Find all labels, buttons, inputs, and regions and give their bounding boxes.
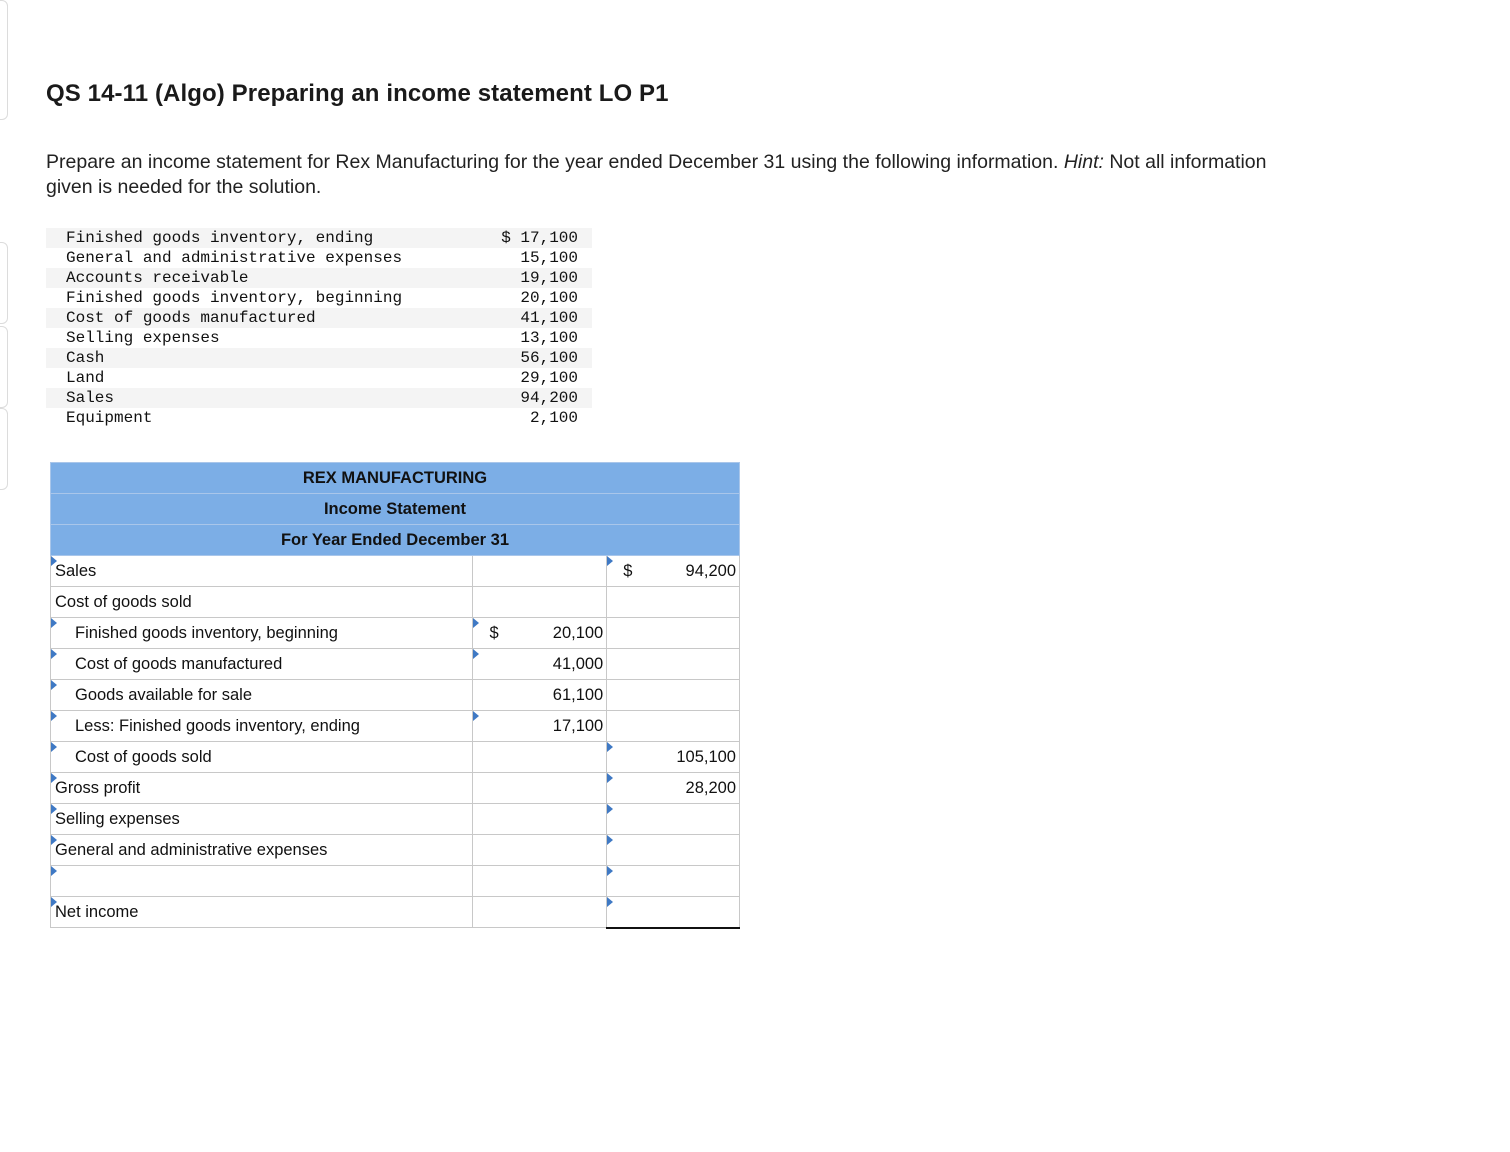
fg-end-amount-input[interactable] [473, 711, 607, 742]
given-value: 15,100 [520, 249, 578, 267]
selling-amount-input[interactable] [607, 804, 740, 835]
cogm-label-cell[interactable] [51, 649, 473, 680]
dropdown-marker-icon [51, 742, 57, 752]
net-income-label-cell[interactable] [51, 897, 473, 928]
given-value: 13,100 [520, 329, 578, 347]
empty-cell [473, 835, 607, 866]
given-value: 56,100 [464, 348, 592, 368]
table-row [51, 649, 740, 680]
dropdown-marker-icon [51, 804, 57, 814]
blank-amount-input[interactable] [607, 866, 740, 897]
empty-cell [473, 897, 607, 928]
dropdown-marker-icon [51, 618, 57, 628]
empty-cell [607, 618, 740, 649]
given-row [46, 288, 592, 308]
dropdown-marker-icon [51, 711, 57, 721]
amount-value: 17,100 [552, 716, 604, 735]
row-label: Less: Finished goods inventory, ending [75, 716, 360, 735]
statement-period: For Year Ended December 31 [51, 525, 740, 556]
given-label: Equipment [66, 409, 153, 427]
empty-cell [607, 680, 740, 711]
statement-header-row [51, 525, 740, 556]
sales-label-cell[interactable] [51, 556, 473, 587]
cogs-amount-cell[interactable] [607, 742, 740, 773]
fg-begin-label-cell[interactable] [51, 618, 473, 649]
table-row [51, 556, 740, 587]
statement-name: Income Statement [51, 494, 740, 525]
row-label: Gross profit [55, 778, 141, 797]
empty-cell [607, 649, 740, 680]
dropdown-marker-icon [51, 680, 57, 690]
table-row [51, 587, 740, 618]
gen-admin-amount-input[interactable] [607, 835, 740, 866]
empty-cell [473, 587, 607, 618]
cogm-amount-input[interactable] [473, 649, 607, 680]
given-value: 20,100 [520, 289, 578, 307]
instructions-main: Prepare an income statement for Rex Manufacturing for the year ended December 31 using the following information. [46, 151, 1059, 173]
dropdown-marker-icon [51, 556, 57, 566]
table-row [51, 680, 740, 711]
left-edge-tab-1 [0, 0, 8, 120]
gen-admin-label-cell[interactable] [51, 835, 473, 866]
given-row [46, 328, 592, 348]
given-row [46, 308, 592, 328]
given-row [46, 348, 592, 368]
statement-company: REX MANUFACTURING [51, 463, 740, 494]
dropdown-marker-icon [51, 897, 57, 907]
dropdown-marker-icon [607, 556, 613, 566]
dropdown-marker-icon [51, 773, 57, 783]
amount-value: 20,100 [552, 623, 604, 642]
currency-symbol: $ [489, 623, 499, 642]
dropdown-marker-icon [51, 866, 57, 876]
given-label: Cost of goods manufactured [46, 308, 464, 328]
amount-value: 105,100 [676, 747, 736, 766]
given-value: 94,200 [464, 388, 592, 408]
dropdown-marker-icon [473, 649, 479, 659]
empty-cell [473, 773, 607, 804]
dropdown-marker-icon [607, 742, 613, 752]
given-label: Sales [46, 388, 464, 408]
amount-value: 28,200 [685, 778, 736, 797]
goods-avail-amount-cell [473, 680, 607, 711]
row-label: Cost of goods sold [75, 747, 212, 766]
dropdown-marker-icon [607, 773, 613, 783]
left-edge-tab-2 [0, 242, 8, 324]
empty-cell [473, 866, 607, 897]
empty-cell [473, 804, 607, 835]
given-label: Finished goods inventory, ending [46, 228, 464, 248]
given-row [46, 368, 592, 388]
given-label: Cash [46, 348, 464, 368]
gross-profit-label-cell[interactable] [51, 773, 473, 804]
selling-label-cell[interactable] [51, 804, 473, 835]
goods-avail-label-cell[interactable] [51, 680, 473, 711]
given-label: Selling expenses [66, 329, 220, 347]
empty-cell [473, 556, 607, 587]
left-edge-tab-4 [0, 408, 8, 490]
dropdown-marker-icon [473, 618, 479, 628]
row-label: Sales [55, 561, 97, 580]
row-label: Selling expenses [55, 809, 180, 828]
table-row [51, 711, 740, 742]
blank-label-cell[interactable] [51, 866, 473, 897]
cogs-label-cell[interactable] [51, 742, 473, 773]
given-row [46, 268, 592, 288]
amount-value: 41,000 [552, 654, 604, 673]
given-value: 29,100 [520, 369, 578, 387]
empty-cell [607, 587, 740, 618]
given-row [46, 388, 592, 408]
row-label: Net income [55, 902, 139, 921]
dropdown-marker-icon [607, 804, 613, 814]
given-value: 2,100 [529, 409, 578, 427]
statement-header-row [51, 494, 740, 525]
row-label: Finished goods inventory, beginning [75, 623, 338, 642]
given-row [46, 248, 592, 268]
amount-value: 94,200 [685, 561, 736, 580]
dropdown-marker-icon [607, 897, 613, 907]
income-statement-table [50, 462, 740, 929]
table-row [51, 742, 740, 773]
empty-cell [473, 742, 607, 773]
given-label: Land [66, 369, 105, 387]
given-label: Accounts receivable [46, 268, 464, 288]
currency-symbol: $ [623, 561, 633, 580]
hint-text: Not all information given is needed for the solution. [46, 151, 1267, 198]
given-row [46, 408, 592, 428]
given-data-table [46, 228, 592, 428]
dropdown-marker-icon [607, 835, 613, 845]
sales-amount-input[interactable] [607, 556, 740, 587]
given-label: Finished goods inventory, beginning [66, 289, 403, 307]
amount-value: 61,100 [552, 685, 604, 704]
table-row [51, 804, 740, 835]
gross-profit-amount-cell[interactable] [607, 773, 740, 804]
dropdown-marker-icon [607, 866, 613, 876]
hint-label: Hint: [1063, 151, 1104, 173]
row-label: Cost of goods sold [55, 592, 192, 611]
instructions [46, 150, 1306, 200]
net-income-amount-input[interactable] [607, 897, 740, 928]
table-row [51, 866, 740, 897]
fg-begin-amount-input[interactable] [473, 618, 607, 649]
table-row [51, 897, 740, 928]
row-label: Goods available for sale [75, 685, 253, 704]
given-value: 41,100 [464, 308, 592, 328]
given-label: General and administrative expenses [66, 249, 403, 267]
left-edge-tab-3 [0, 326, 8, 408]
fg-end-label-cell[interactable] [51, 711, 473, 742]
dropdown-marker-icon [51, 835, 57, 845]
given-value: 19,100 [464, 268, 592, 288]
statement-header-row [51, 463, 740, 494]
page-title: QS 14-11 (Algo) Preparing an income statement LO P1 [46, 80, 669, 107]
cogs-header-cell [51, 587, 473, 618]
table-row [51, 835, 740, 866]
table-row [51, 773, 740, 804]
row-label: General and administrative expenses [55, 840, 328, 859]
dropdown-marker-icon [473, 711, 479, 721]
empty-cell [607, 711, 740, 742]
row-label: Cost of goods manufactured [75, 654, 283, 673]
dropdown-marker-icon [51, 649, 57, 659]
given-value: $ 17,100 [464, 228, 592, 248]
given-row [46, 228, 592, 248]
table-row [51, 618, 740, 649]
